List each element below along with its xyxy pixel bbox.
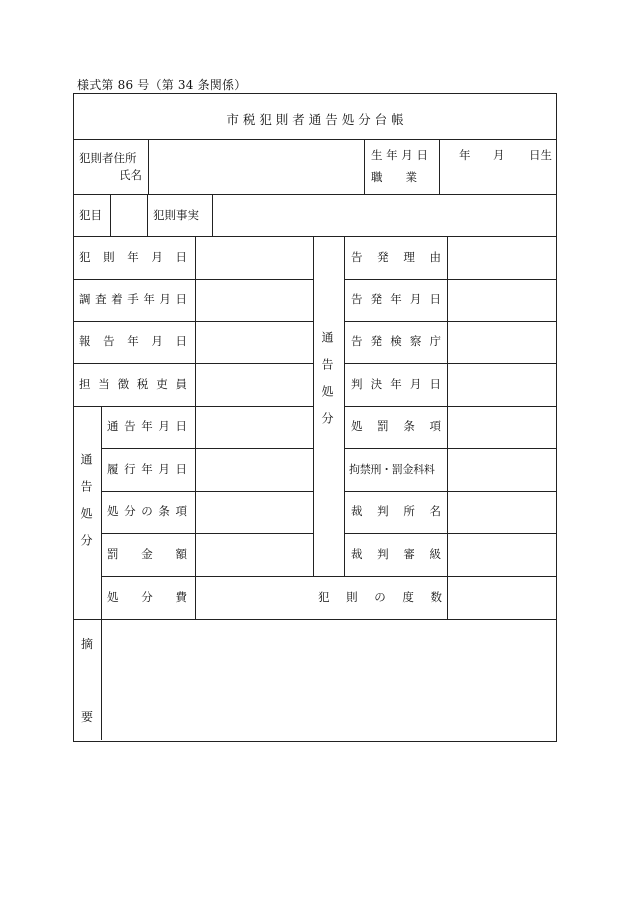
occupation-label: 職 業: [371, 170, 417, 184]
vrule-middle-left: [313, 236, 314, 576]
court-name-label: 裁 判 所 名: [351, 504, 441, 518]
fulfill-date-label: 履 行 年 月 日: [107, 462, 187, 476]
vrule-group-label: [101, 406, 102, 619]
report-date-label: 報 告 年 月 日: [79, 334, 187, 348]
judgment-date-label: 判 決 年 月 日: [351, 377, 441, 391]
vrule-header-birth: [364, 139, 365, 194]
vrule-middle-right: [344, 236, 345, 576]
rule-row7-right: [344, 533, 557, 534]
ledger-form: [73, 93, 557, 742]
form-caption: 様式第 86 号（第 34 条関係）: [77, 78, 247, 92]
offense-item-label: 犯目: [79, 208, 102, 222]
vrule-offense-1: [110, 194, 111, 236]
summary-label-bottom: 要: [81, 710, 94, 724]
rule-offense-bottom: [73, 236, 557, 237]
notice-date-label: 通 告 年 月 日: [107, 419, 187, 433]
penalty-type-label: 拘禁刑・罰金科料: [349, 463, 435, 476]
summary-label-top: 摘: [81, 637, 94, 651]
investigation-date-label: 調 査 着 手 年 月 日: [79, 292, 187, 306]
accusation-reason-label: 告 発 理 由: [351, 250, 441, 264]
rule-row2: [73, 321, 313, 322]
vrule-offense-3: [212, 194, 213, 236]
rule-row9: [73, 619, 557, 620]
vrule-right-value: [447, 236, 448, 619]
offense-count-label: 犯 則 の 度 数: [318, 590, 442, 604]
birth-month-label: 月: [493, 148, 505, 162]
vrule-summary-label: [101, 619, 102, 740]
penalty-article-label: 処 罰 条 項: [351, 419, 441, 433]
rule-row6: [101, 491, 313, 492]
rule-row8: [101, 576, 557, 577]
form-title: 市 税 犯 則 者 通 告 処 分 台 帳: [226, 112, 404, 127]
name-label: 氏名: [119, 168, 142, 182]
article-label: 処 分 の 条 項: [107, 504, 187, 518]
left-group-label: 通告処分: [79, 453, 93, 561]
officer-label: 担 当 徴 税 吏 員: [79, 377, 187, 391]
middle-group-label: 通告処分: [320, 331, 334, 439]
rule-row3-right: [344, 363, 557, 364]
offense-facts-label: 犯則事実: [153, 208, 199, 222]
prosecutor-office-label: 告 発 検 察 庁: [351, 334, 441, 348]
rule-row3: [73, 363, 313, 364]
rule-row2-right: [344, 321, 557, 322]
rule-row4: [73, 406, 313, 407]
address-label: 犯則者住所: [79, 151, 137, 165]
accusation-date-label: 告 発 年 月 日: [351, 292, 441, 306]
rule-row6-right: [344, 491, 557, 492]
vrule-offense-2: [147, 194, 148, 236]
vrule-header-label: [148, 139, 149, 194]
birth-year-label: 年: [459, 148, 471, 162]
rule-title-bottom: [73, 139, 557, 140]
vrule-header-value: [439, 139, 440, 194]
rule-row5: [101, 448, 313, 449]
rule-row1: [73, 279, 313, 280]
cost-label: 処 分 費: [107, 590, 187, 604]
vrule-left-value: [195, 236, 196, 619]
rule-row4-right: [344, 406, 557, 407]
rule-row1-right: [344, 279, 557, 280]
rule-row7: [101, 533, 313, 534]
offense-date-label: 犯 則 年 月 日: [79, 250, 187, 264]
rule-header-bottom: [73, 194, 557, 195]
fine-amount-label: 罰 金 額: [107, 547, 187, 561]
birthdate-label: 生 年 月 日: [371, 148, 428, 162]
form-frame: [73, 93, 557, 742]
birth-day-label: 日生: [529, 148, 552, 162]
trial-level-label: 裁 判 審 級: [351, 547, 441, 561]
rule-row5-right: [344, 448, 557, 449]
